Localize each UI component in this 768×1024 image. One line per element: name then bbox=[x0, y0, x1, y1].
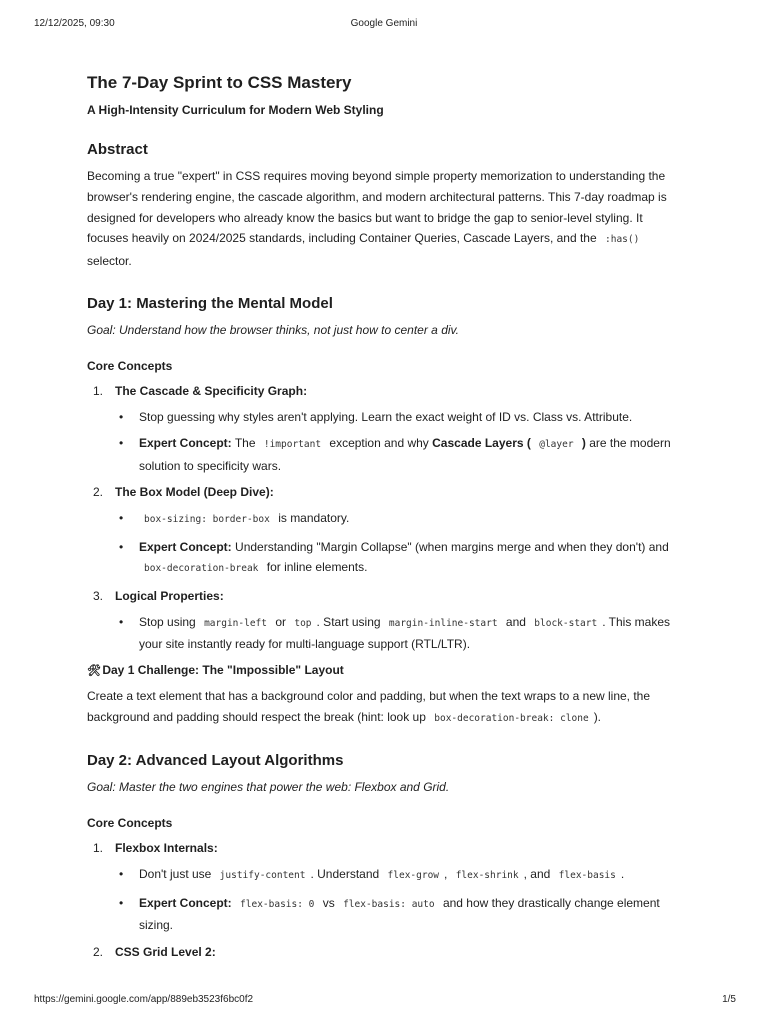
bullet-item bbox=[115, 433, 687, 476]
bullet-text: and bbox=[505, 614, 526, 629]
day1-heading: Day 1: Mastering the Mental Model bbox=[87, 294, 333, 312]
inline-code: box-decoration-break bbox=[144, 563, 259, 575]
abstract-paragraph bbox=[87, 166, 687, 272]
bullet-bold: Cascade Layers ( bbox=[432, 436, 531, 451]
inline-code: @layer bbox=[539, 439, 574, 451]
inline-code: flex-basis bbox=[558, 870, 616, 882]
bullet-text: . bbox=[620, 867, 625, 882]
item-title: The Cascade & Specificity Graph: bbox=[115, 383, 308, 398]
bullet-text: for inline elements. bbox=[266, 560, 368, 575]
abstract-code: :has() bbox=[605, 234, 640, 246]
inline-code: box-sizing: border-box bbox=[144, 514, 270, 526]
bullet-bold: ) bbox=[581, 436, 586, 451]
bullet-label: Expert Concept: bbox=[139, 895, 232, 910]
doc-title: The 7-Day Sprint to CSS Mastery bbox=[87, 73, 352, 92]
challenge-tail: ). bbox=[593, 709, 602, 724]
challenge-text: Create a text element that has a background color and padding, but when the text wraps to a new line, the background and padding should respect the break (hint: look up bbox=[87, 688, 651, 724]
inline-code: flex-basis: auto bbox=[343, 898, 435, 910]
abstract-text: Becoming a true "expert" in CSS requires moving beyond simple property memorization to understanding the browser's rendering engine, the cascade algorithm, and modern architectural patterns. This 7-day roadmap is designed for developers who already know the basics but want to bridge the gap to senior-level styling. It focuses heavily on 2024/2025 standards, including Container Queries, Cascade Layers, and the bbox=[87, 169, 667, 246]
bullet-text: are the modern solution to specificity wars. bbox=[139, 436, 671, 473]
list-item bbox=[87, 381, 687, 477]
item-title: Flexbox Internals: bbox=[115, 841, 218, 856]
bullet-text: . Understand bbox=[310, 867, 380, 882]
list-item bbox=[87, 482, 687, 580]
bullet-item bbox=[115, 537, 687, 580]
list-item bbox=[87, 942, 687, 962]
bullet-item bbox=[115, 893, 687, 936]
item-title: Logical Properties: bbox=[115, 588, 224, 603]
doc-subtitle: A High-Intensity Curriculum for Modern Web Styling bbox=[87, 103, 384, 117]
inline-code: flex-basis: 0 bbox=[240, 898, 315, 910]
print-datetime: 12/12/2025, 09:30 bbox=[34, 18, 115, 29]
bullet-label: Expert Concept: bbox=[139, 539, 232, 554]
day2-goal: Goal: Master the two engines that power the web: Flexbox and Grid. bbox=[87, 780, 450, 795]
bullet-item bbox=[115, 508, 687, 531]
abstract-tail: selector. bbox=[87, 254, 132, 269]
item-title: The Box Model (Deep Dive): bbox=[115, 485, 274, 500]
day1-goal: Goal: Understand how the browser thinks, not just how to center a div. bbox=[87, 322, 459, 337]
item-title: CSS Grid Level 2: bbox=[115, 944, 216, 959]
list-item bbox=[87, 586, 687, 655]
bullet-item bbox=[115, 612, 687, 655]
inline-code: justify-content bbox=[219, 870, 306, 882]
inline-code: !important bbox=[263, 439, 322, 451]
bullet-text: or bbox=[275, 614, 286, 629]
print-url: https://gemini.google.com/app/889eb3523f6bc0f2 bbox=[34, 994, 254, 1005]
inline-code: box-decoration-break: clone bbox=[434, 712, 589, 724]
document-body bbox=[87, 72, 687, 968]
bullet-text: . Start using bbox=[316, 614, 381, 629]
bullet-text: Stop using bbox=[139, 614, 196, 629]
inline-code: flex-grow bbox=[387, 870, 440, 882]
inline-code: margin-left bbox=[204, 617, 267, 629]
bullet-text: vs bbox=[322, 895, 335, 910]
item-number: 2. bbox=[93, 485, 104, 500]
day1-concepts-list bbox=[87, 381, 687, 655]
inline-code: flex-shrink bbox=[455, 870, 519, 882]
bullet-text: Don't just use bbox=[139, 867, 212, 882]
bullet-text: exception and why bbox=[329, 436, 429, 451]
bullet-text: and how they drastically change element sizing. bbox=[139, 895, 660, 933]
print-header bbox=[0, 18, 768, 32]
list-item bbox=[87, 838, 687, 936]
bullet-text: Stop guessing why styles aren't applying. Learn the exact weight of ID vs. Class vs. Attribute. bbox=[139, 409, 633, 424]
bullet-text: Understanding "Margin Collapse" (when margins merge and when they don't) and bbox=[235, 539, 669, 554]
item-number: 3. bbox=[93, 588, 104, 603]
bullet-text: , and bbox=[523, 867, 551, 882]
print-footer bbox=[0, 994, 768, 1008]
bullet-text: The bbox=[234, 436, 256, 451]
day1-core-heading: Core Concepts bbox=[87, 358, 173, 373]
page-number: 1/5 bbox=[722, 994, 736, 1005]
tools-icon: 🛠 bbox=[87, 664, 101, 677]
inline-code: top bbox=[294, 617, 312, 629]
bullet-item bbox=[115, 864, 687, 887]
item-number: 1. bbox=[93, 383, 104, 398]
item-number: 2. bbox=[93, 944, 104, 959]
item-number: 1. bbox=[93, 841, 104, 856]
challenge-title: Day 1 Challenge: The "Impossible" Layout bbox=[102, 662, 344, 677]
inline-code: margin-inline-start bbox=[388, 617, 498, 629]
bullet-item bbox=[115, 407, 687, 428]
inline-code: block-start bbox=[534, 617, 598, 629]
day2-concepts-list bbox=[87, 838, 687, 962]
bullet-label: Expert Concept: bbox=[139, 436, 232, 451]
day2-heading: Day 2: Advanced Layout Algorithms bbox=[87, 752, 344, 770]
bullet-text: is mandatory. bbox=[278, 511, 350, 526]
day1-challenge-heading bbox=[87, 661, 687, 680]
bullet-text: . This makes your site instantly ready for multi-language support (RTL/LTR). bbox=[139, 614, 671, 652]
bullet-text: , bbox=[444, 867, 448, 882]
day2-core-heading: Core Concepts bbox=[87, 816, 173, 831]
print-title: Google Gemini bbox=[350, 18, 418, 29]
day1-challenge-paragraph bbox=[87, 686, 687, 730]
abstract-heading: Abstract bbox=[87, 141, 148, 158]
